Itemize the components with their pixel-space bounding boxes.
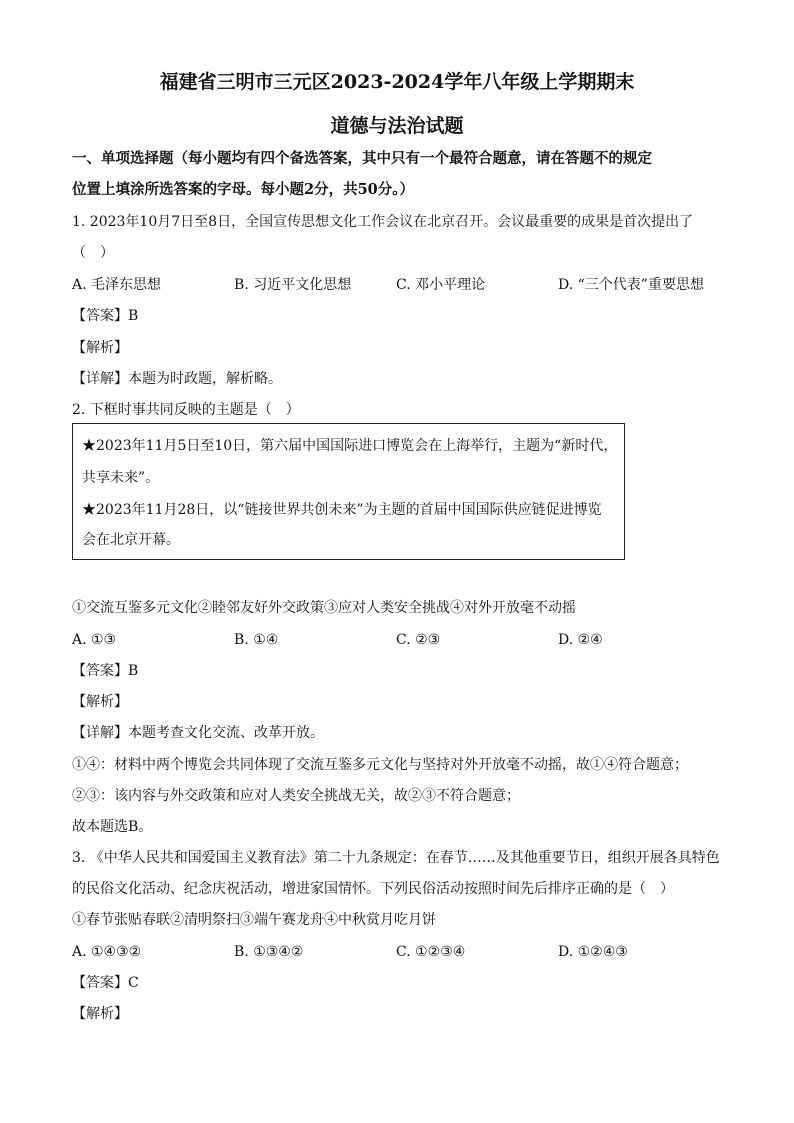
question-1-detail: 【详解】本题为时政题，解析略。 xyxy=(72,371,282,387)
question-1-answer: 【答案】B xyxy=(72,308,139,324)
news-box-line: ★2023年11月5日至10日，第六届中国国际进口博览会在上海举行，主题为“新时代， xyxy=(82,438,618,454)
question-2-choices: ①交流互鉴多元文化②睦邻友好外交政策③应对人类安全挑战④对外开放毫不动摇 xyxy=(72,600,576,616)
question-1-option-c: C. 邓小平理论 xyxy=(396,277,486,293)
question-3-stem-cont: 的民俗文化活动、纪念庆祝活动，增进家国情怀。下列民俗活动按照时间先后排序正确的是（ ） xyxy=(72,881,674,897)
question-3-answer: 【答案】C xyxy=(72,975,139,991)
question-3-choices: ①春节张贴春联②清明祭扫③端午赛龙舟④中秋赏月吃月饼 xyxy=(72,912,436,928)
section-heading: 一、单项选择题（每小题均有四个备选答案，其中只有一个最符合题意，请在答题不的规定 xyxy=(72,150,652,167)
question-3-analysis: 【解析】 xyxy=(72,1006,128,1022)
question-2-option-d: D. ②④ xyxy=(558,632,603,648)
question-2-stem: 2. 下框时事共同反映的主题是（ ） xyxy=(72,402,300,418)
question-2-explanation: ②③：该内容与外交政策和应对人类安全挑战无关，故②③不符合题意； xyxy=(72,788,520,804)
question-1-option-b: B. 习近平文化思想 xyxy=(234,277,352,293)
question-2-option-a: A. ①③ xyxy=(72,632,117,648)
news-box-line: 共享未来”。 xyxy=(82,470,160,486)
question-2-detail: 【详解】本题考查文化交流、改革开放。 xyxy=(72,725,324,741)
question-2-option-b: B. ①④ xyxy=(234,632,279,648)
question-1-option-d: D. “三个代表”重要思想 xyxy=(558,277,704,293)
news-box-line: ★2023年11月28日，以“链接世界共创未来”为主题的首届中国国际供应链促进博览 xyxy=(82,502,602,518)
news-box xyxy=(72,423,625,560)
question-1-option-a: A. 毛泽东思想 xyxy=(72,277,162,293)
question-1-stem: 1. 2023年10月7日至8日，全国宣传思想文化工作会议在北京召开。会议最重要的成果是首次提出了 xyxy=(72,214,694,230)
question-3-option-d: D. ①②④③ xyxy=(558,944,628,960)
question-2-answer: 【答案】B xyxy=(72,663,139,679)
question-1-stem-cont: （ ） xyxy=(72,245,114,261)
question-3-stem: 3. 《中华人民共和国爱国主义教育法》第二十九条规定：在春节……及其他重要节日，组织开展各具特色 xyxy=(72,850,720,866)
question-3-option-a: A. ①④③② xyxy=(72,944,142,960)
question-3-option-c: C. ①②③④ xyxy=(396,944,466,960)
question-1-analysis: 【解析】 xyxy=(72,340,128,356)
news-box-line: 会在北京开幕。 xyxy=(82,532,180,548)
question-2-explanation: ①④：材料中两个博览会共同体现了交流互鉴多元文化与坚持对外开放毫不动摇，故①④符合题意； xyxy=(72,757,688,773)
document-subtitle: 道德与法治试题 xyxy=(330,115,464,137)
section-heading-cont: 位置上填涂所选答案的字母。每小题2分，共50分。） xyxy=(72,181,415,198)
question-2-conclusion: 故本题选B。 xyxy=(72,819,153,835)
question-2-option-c: C. ②③ xyxy=(396,632,441,648)
document-title: 福建省三明市三元区2023-2024学年八年级上学期期末 xyxy=(159,71,635,93)
question-3-option-b: B. ①③④② xyxy=(234,944,304,960)
question-2-analysis: 【解析】 xyxy=(72,694,128,710)
